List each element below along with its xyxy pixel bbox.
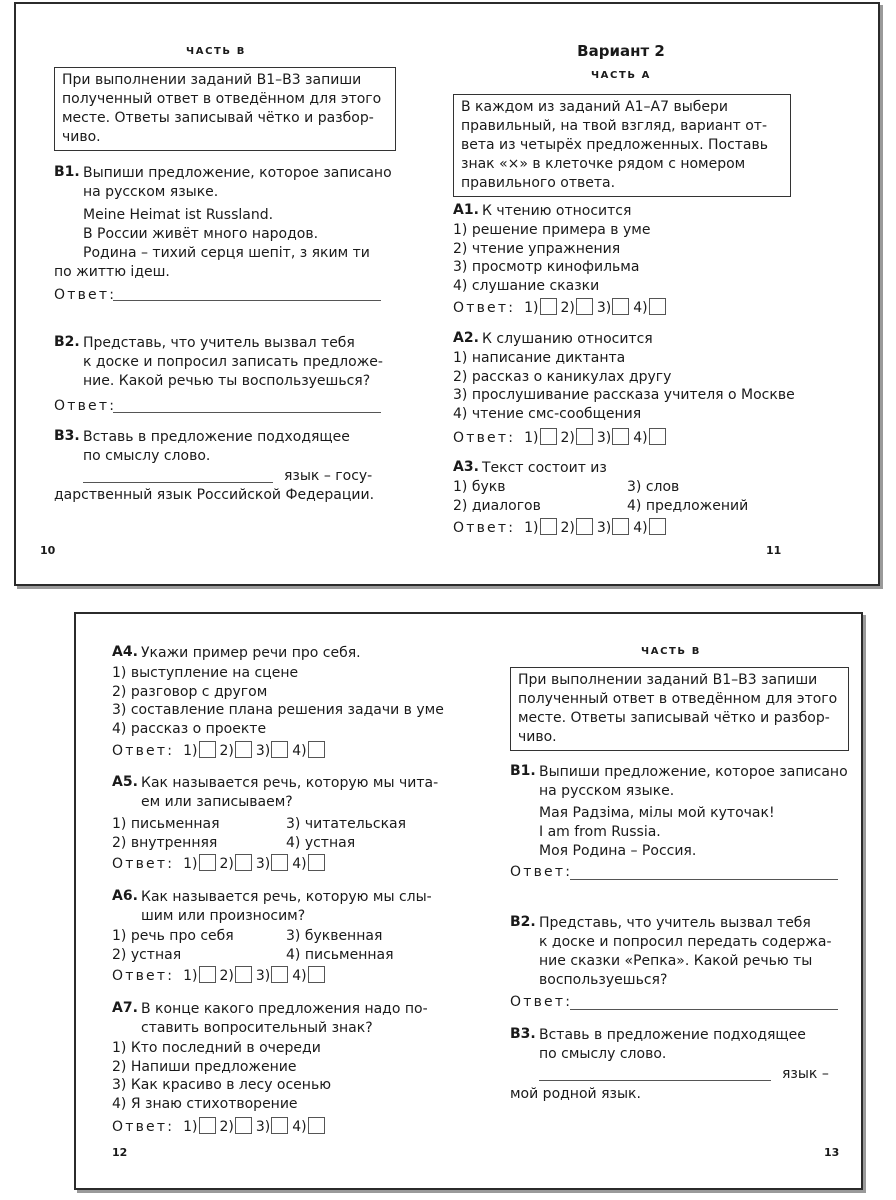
task-b1	[510, 763, 848, 803]
choice-number: 4)	[292, 968, 307, 984]
option: 2) диалогов	[453, 497, 541, 514]
task-label: А2.	[453, 330, 479, 346]
answer-checkbox[interactable]	[576, 298, 593, 315]
answer-label: Ответ:	[112, 1119, 175, 1135]
answer-checkbox[interactable]	[540, 298, 557, 315]
option: 4) письменная	[286, 946, 394, 963]
answer-options	[112, 815, 442, 855]
choice-number: 4)	[292, 743, 307, 759]
answer-row	[453, 298, 669, 318]
task-text: к доске и попросил записать предложе-	[83, 354, 383, 370]
task-a2	[453, 330, 783, 350]
answer-checkbox[interactable]	[271, 854, 288, 871]
variant-title: Вариант 2	[577, 42, 665, 60]
answer-checkbox[interactable]	[271, 1117, 288, 1134]
answer-row	[453, 518, 669, 538]
choice-number: 3)	[255, 856, 271, 872]
choice-number: 1)	[524, 300, 539, 316]
fill-text: язык – госу-	[284, 468, 373, 484]
instruction-line: чиво.	[518, 729, 557, 745]
instruction-line: месте. Ответы записывай чётко и разбор-	[518, 710, 830, 726]
answer-checkbox[interactable]	[612, 298, 629, 315]
task-text: Как называется речь, которую мы чита-	[141, 775, 439, 791]
option: 1) речь про себя	[112, 928, 234, 944]
task-label: А5.	[112, 774, 138, 790]
task-a3	[453, 459, 783, 479]
option: 3) составление плана решения задачи в уме	[112, 702, 444, 718]
task-b2	[54, 334, 384, 394]
task-b3	[54, 428, 384, 468]
option: 4) рассказ о проекте	[112, 720, 267, 737]
task-b1	[54, 164, 392, 204]
answer-label: Ответ:	[54, 287, 117, 303]
choice-number: 2)	[219, 968, 234, 984]
task-text: ем или записываем?	[141, 794, 293, 810]
answer-line[interactable]	[570, 1009, 838, 1010]
task-text: К чтению относится	[482, 203, 632, 219]
section-heading: ЧАСТЬ А	[590, 70, 652, 81]
answer-options	[453, 349, 795, 423]
task-a5	[112, 774, 442, 814]
answer-row	[112, 1117, 328, 1137]
choice-number: 2)	[560, 520, 575, 536]
option: 2) внутренняя	[112, 834, 218, 851]
task-label: В1.	[510, 763, 536, 779]
workbook-spread-pages-10-11	[14, 2, 880, 586]
task-label: А7.	[112, 1000, 138, 1016]
instruction-box	[510, 667, 849, 751]
choice-number: 2)	[219, 856, 234, 872]
answer-options	[112, 927, 442, 967]
option: 1) решение примера в уме	[453, 222, 651, 238]
sentence: Моя Родина – Россия.	[539, 843, 697, 859]
answer-checkbox[interactable]	[235, 1117, 252, 1134]
sentence: Мая Радзіма, мілы мой куточак!	[539, 805, 775, 821]
instruction-line: месте. Ответы записывай чётко и разбор-	[62, 110, 374, 126]
choice-number: 4)	[633, 430, 648, 446]
sentence: по життю ідеш.	[54, 264, 170, 280]
answer-line[interactable]	[113, 300, 381, 301]
answer-row	[453, 428, 669, 448]
option: 4) предложений	[627, 497, 749, 514]
task-text: на русском языке.	[83, 184, 219, 200]
task-text: Представь, что учитель вызвал тебя	[539, 915, 811, 931]
task-label: А6.	[112, 888, 138, 904]
answer-checkbox[interactable]	[649, 518, 666, 535]
answer-checkbox[interactable]	[199, 741, 216, 758]
task-text: Вставь в предложение подходящее	[539, 1027, 806, 1043]
fill-in-blank[interactable]	[539, 1080, 771, 1081]
answer-row	[112, 741, 328, 761]
answer-checkbox[interactable]	[576, 518, 593, 535]
choice-number: 1)	[183, 968, 198, 984]
option: 2) рассказ о каникулах другу	[453, 368, 672, 385]
option: 1) письменная	[112, 816, 220, 832]
instruction-line: При выполнении заданий В1–В3 запиши	[62, 72, 362, 88]
choice-number: 1)	[183, 856, 198, 872]
answer-checkbox[interactable]	[308, 966, 325, 983]
task-text: Укажи пример речи про себя.	[141, 645, 361, 661]
option: 4) чтение смс-сообщения	[453, 405, 642, 422]
choice-number: 3)	[255, 968, 271, 984]
task-text: ние сказки «Репка». Какой речью ты	[539, 953, 813, 969]
task-label: В2.	[510, 914, 536, 930]
task-label: В3.	[54, 428, 80, 444]
answer-label: Ответ:	[112, 968, 175, 984]
task-text: К слушанию относится	[482, 331, 653, 347]
task-text: Вставь в предложение подходящее	[83, 429, 350, 445]
choice-number: 4)	[633, 520, 648, 536]
answer-checkbox[interactable]	[271, 966, 288, 983]
page-number: 10	[40, 544, 56, 557]
task-text: к доске и попросил передать содержа-	[539, 934, 832, 950]
option: 1) букв	[453, 479, 506, 495]
answer-checkbox[interactable]	[308, 854, 325, 871]
option: 3) читательская	[286, 816, 407, 832]
instruction-box	[453, 94, 791, 197]
answer-checkbox[interactable]	[235, 854, 252, 871]
task-text: шим или произносим?	[141, 908, 306, 924]
section-heading: ЧАСТЬ В	[641, 646, 701, 657]
answer-checkbox[interactable]	[199, 854, 216, 871]
task-text: Представь, что учитель вызвал тебя	[83, 335, 355, 351]
option: 1) выступление на сцене	[112, 665, 299, 681]
instruction-box	[54, 67, 396, 151]
choice-number: 4)	[292, 1119, 307, 1135]
choice-number: 2)	[560, 300, 575, 316]
task-text: Выпиши предложение, которое записано	[539, 764, 848, 780]
answer-checkbox[interactable]	[649, 298, 666, 315]
task-label: А4.	[112, 644, 138, 660]
task-a1	[453, 202, 783, 222]
fill-text: мой родной язык.	[510, 1086, 641, 1102]
option: 2) разговор с другом	[112, 683, 268, 700]
sentence: В России живёт много народов.	[83, 226, 319, 242]
choice-number: 2)	[560, 430, 575, 446]
task-label: В2.	[54, 334, 80, 350]
choice-number: 1)	[183, 1119, 198, 1135]
answer-checkbox[interactable]	[540, 518, 557, 535]
option: 3) Как красиво в лесу осенью	[112, 1077, 331, 1093]
task-text: Выпиши предложение, которое записано	[83, 165, 392, 181]
choice-number: 3)	[255, 743, 271, 759]
fill-text: язык –	[782, 1066, 829, 1082]
answer-row	[112, 966, 328, 986]
task-text: Текст состоит из	[482, 460, 607, 476]
answer-checkbox[interactable]	[612, 428, 629, 445]
task-label: В1.	[54, 164, 80, 180]
sentence: Meine Heimat ist Russland.	[83, 207, 274, 223]
answer-checkbox[interactable]	[649, 428, 666, 445]
answer-checkbox[interactable]	[612, 518, 629, 535]
instruction-line: В каждом из заданий А1–А7 выбери	[461, 99, 728, 115]
choice-number: 1)	[524, 430, 539, 446]
option: 4) устная	[286, 834, 356, 851]
task-label: А3.	[453, 459, 479, 475]
instruction-line: правильного ответа.	[461, 175, 616, 191]
option: 4) Я знаю стихотворение	[112, 1095, 298, 1112]
option: 3) прослушивание рассказа учителя о Москве	[453, 387, 795, 403]
fill-in-blank[interactable]	[83, 482, 273, 483]
choice-number: 2)	[219, 1119, 234, 1135]
choice-number: 3)	[596, 430, 612, 446]
choice-number: 4)	[292, 856, 307, 872]
instruction-line: знак «×» в клеточке рядом с номером	[461, 156, 746, 172]
instruction-line: полученный ответ в отведённом для этого	[518, 691, 838, 707]
task-b3	[510, 1026, 840, 1066]
option: 3) слов	[627, 479, 680, 495]
option: 1) Кто последний в очереди	[112, 1040, 321, 1056]
task-text: воспользуешься?	[539, 972, 668, 988]
instruction-line: правильный, на твой взгляд, вариант от-	[461, 118, 768, 134]
answer-checkbox[interactable]	[308, 741, 325, 758]
choice-number: 4)	[633, 300, 648, 316]
task-label: А1.	[453, 202, 479, 218]
instruction-line: вета из четырёх предложенных. Поставь	[461, 137, 769, 153]
fill-text: дарственный язык Российской Федерации.	[54, 487, 375, 503]
answer-options	[453, 478, 783, 518]
option: 3) буквенная	[286, 928, 383, 944]
answer-label: Ответ:	[54, 398, 117, 414]
task-a4	[112, 644, 442, 664]
answer-checkbox[interactable]	[235, 741, 252, 758]
answer-label: Ответ:	[510, 864, 573, 880]
answer-line[interactable]	[570, 879, 838, 880]
task-text: по смыслу слово.	[83, 448, 211, 464]
answer-label: Ответ:	[453, 430, 516, 446]
task-text: ставить вопросительный знак?	[141, 1020, 373, 1036]
answer-label: Ответ:	[112, 743, 175, 759]
choice-number: 3)	[596, 300, 612, 316]
answer-label: Ответ:	[453, 300, 516, 316]
answer-options	[112, 664, 444, 738]
option: 3) просмотр кинофильма	[453, 259, 640, 275]
page-number: 11	[766, 544, 782, 557]
answer-options	[112, 1039, 331, 1113]
option: 4) слушание сказки	[453, 277, 600, 294]
task-text: по смыслу слово.	[539, 1046, 667, 1062]
choice-number: 3)	[255, 1119, 271, 1135]
answer-checkbox[interactable]	[576, 428, 593, 445]
choice-number: 1)	[524, 520, 539, 536]
option: 2) Напиши предложение	[112, 1058, 297, 1075]
instruction-line: При выполнении заданий В1–В3 запиши	[518, 672, 818, 688]
task-b2	[510, 914, 840, 990]
answer-checkbox[interactable]	[199, 966, 216, 983]
answer-checkbox[interactable]	[235, 966, 252, 983]
choice-number: 1)	[183, 743, 198, 759]
option: 2) чтение упражнения	[453, 240, 621, 257]
choice-number: 2)	[219, 743, 234, 759]
task-text: на русском языке.	[539, 783, 675, 799]
sentence: Родина – тихий серця шепіт, з яким ти	[83, 245, 370, 261]
task-text: ние. Какой речью ты воспользуешься?	[83, 373, 371, 389]
page-number: 13	[824, 1146, 840, 1159]
workbook-spread-pages-12-13	[74, 612, 863, 1190]
answer-checkbox[interactable]	[199, 1117, 216, 1134]
answer-checkbox[interactable]	[271, 741, 288, 758]
answer-checkbox[interactable]	[540, 428, 557, 445]
sentence: I am from Russia.	[539, 824, 661, 840]
answer-options	[453, 221, 650, 295]
section-heading: ЧАСТЬ В	[186, 46, 246, 57]
instruction-line: чиво.	[62, 129, 101, 145]
answer-label: Ответ:	[112, 856, 175, 872]
task-a6	[112, 888, 442, 928]
option: 2) устная	[112, 946, 182, 963]
option: 1) написание диктанта	[453, 350, 626, 366]
page-number: 12	[112, 1146, 128, 1159]
choice-number: 3)	[596, 520, 612, 536]
answer-label: Ответ:	[510, 994, 573, 1010]
answer-label: Ответ:	[453, 520, 516, 536]
task-a7	[112, 1000, 442, 1040]
answer-line[interactable]	[113, 412, 381, 413]
answer-row	[112, 854, 328, 874]
answer-checkbox[interactable]	[308, 1117, 325, 1134]
instruction-line: полученный ответ в отведённом для этого	[62, 91, 382, 107]
task-text: В конце какого предложения надо по-	[141, 1001, 428, 1017]
task-label: В3.	[510, 1026, 536, 1042]
task-text: Как называется речь, которую мы слы-	[141, 889, 432, 905]
